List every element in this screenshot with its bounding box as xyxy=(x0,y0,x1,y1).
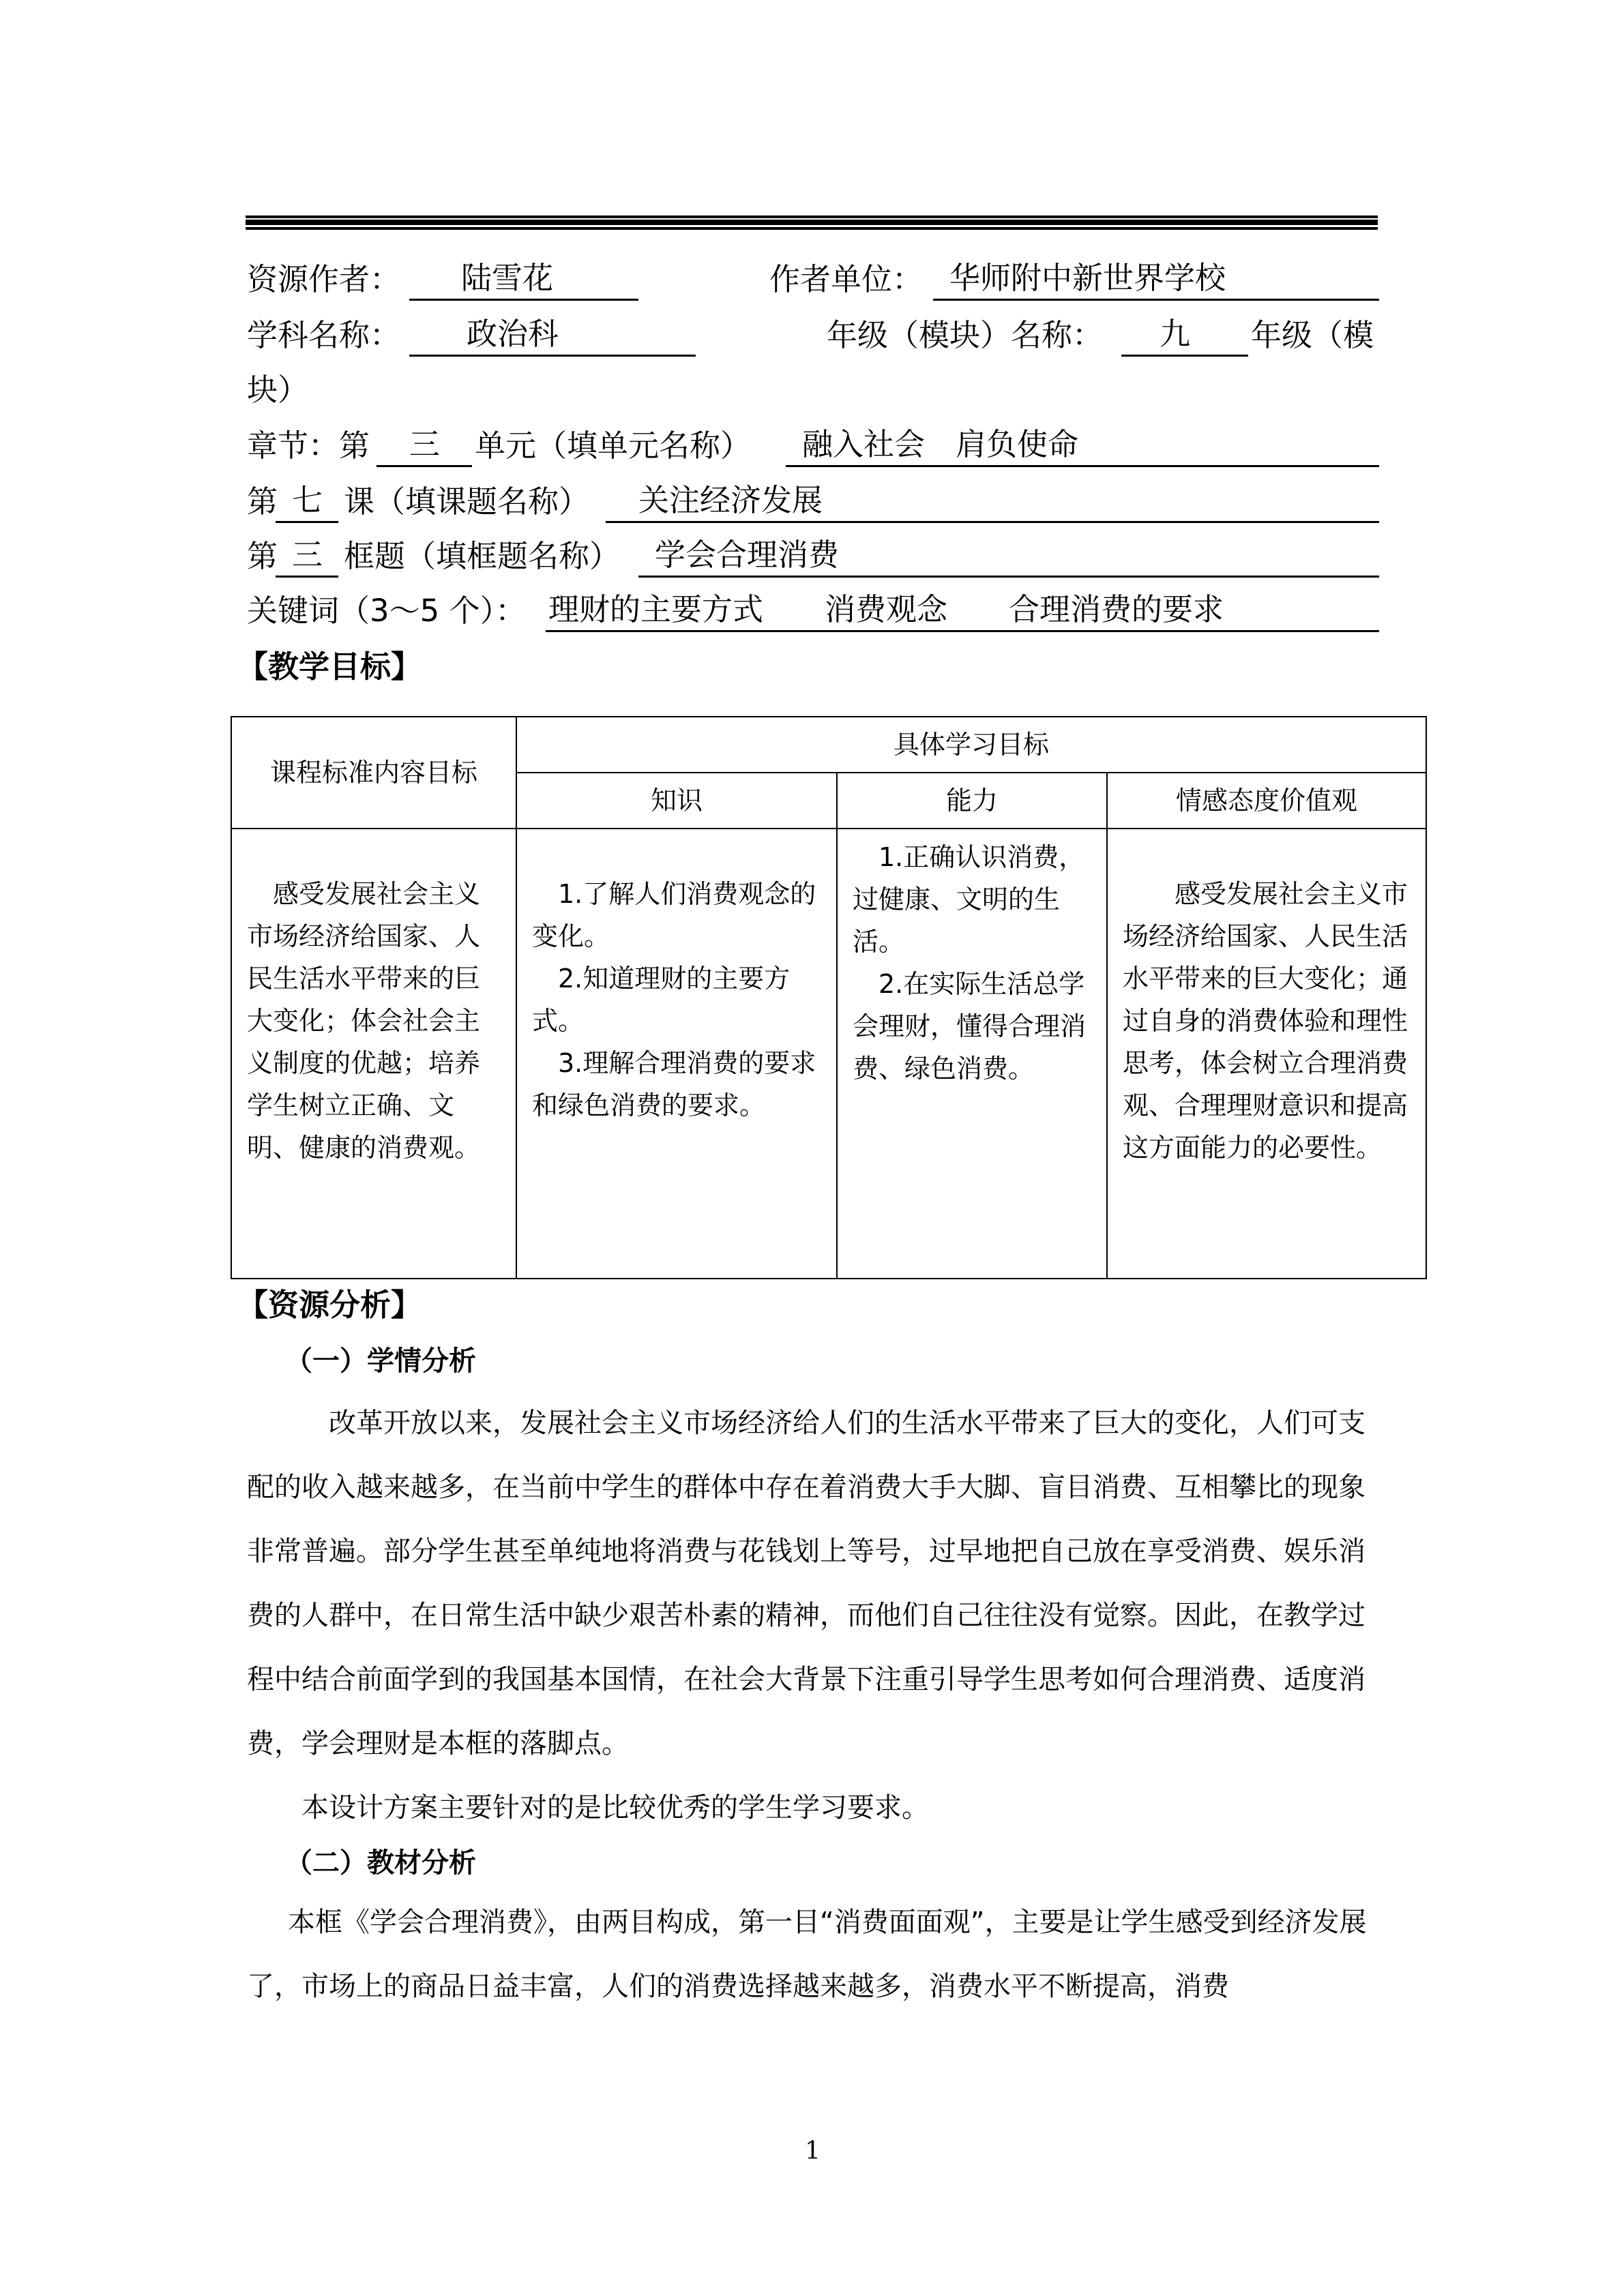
grade-value: 九 xyxy=(1160,316,1191,352)
frame-num: 三 xyxy=(292,537,323,573)
standard-cell xyxy=(231,829,516,1279)
chapter-mid: 单元（填单元名称） xyxy=(475,428,752,464)
teaching-goals-title: 【教学目标】 xyxy=(237,648,422,685)
resource-analysis-title: 【资源分析】 xyxy=(237,1287,422,1323)
teaching-goals-table xyxy=(231,716,1427,1279)
frame-name: 学会合理消费 xyxy=(655,537,840,573)
chapter-num: 三 xyxy=(409,426,441,462)
textbook-analysis-body xyxy=(247,1890,1372,2018)
header-emotion: 情感态度价值观 xyxy=(1107,773,1426,829)
unit-value: 华师附中新世界学校 xyxy=(949,260,1226,296)
header-rule-top xyxy=(246,215,1378,218)
header-specific: 具体学习目标 xyxy=(516,717,1426,773)
frame-prefix: 第 xyxy=(247,538,278,574)
textbook-paragraph-1: 本框《学会合理消费》，由两目构成，第一目“消费面面观”，主要是让学生感受到经济发展了，市场上的商品日益丰富，人们的消费选择越来越多，消费水平不断提高，消费 xyxy=(247,1907,1367,2002)
page-number: 1 xyxy=(805,2137,821,2165)
header-knowledge: 知识 xyxy=(516,773,837,829)
header-rule-bottom xyxy=(246,227,1378,230)
frame-mid: 框题（填框题名称） xyxy=(344,538,621,574)
learning-paragraph-1: 改革开放以来，发展社会主义市场经济给人们的生活水平带来了巨大的变化，人们可支配的收入越来越多，在当前中学生的群体中存在着消费大手大脚、盲目消费、互相攀比的现象非常普遍。部分学生甚至单纯地将消费与花钱划上等号，过早地把自己放在享受消费、娱乐消费的人群中，在日常生活中缺少艰苦朴素的精神，而他们自己往往没有觉察。因此，在教学过程中结合前面学到的我国基本国情，在社会大背景下注重引导学生思考如何合理消费、适度消费，学会理财是本框的落脚点。 xyxy=(247,1407,1365,1759)
knowledge-item: 1.了解人们消费观念的变化。 xyxy=(532,879,816,951)
knowledge-item: 2.知道理财的主要方式。 xyxy=(532,964,791,1036)
emotion-cell xyxy=(1107,829,1426,1279)
author-label: 资源作者： xyxy=(247,261,401,297)
learning-analysis-title: （一）学情分析 xyxy=(285,1345,476,1377)
emotion-text: 感受发展社会主义市场经济给国家、人民生活水平带来的巨大变化；通过自身的消费体验和理性思考，体会树立合理消费观、合理理财意识和提高这方面能力的必要性。 xyxy=(1123,879,1408,1163)
grade-label: 年级（模块）名称： xyxy=(827,317,1104,353)
header-ability: 能力 xyxy=(837,773,1107,829)
standard-text: 感受发展社会主义市场经济给国家、人民生活水平带来的巨大变化；体会社会主义制度的优越；培养学生树立正确、文明、健康的消费观。 xyxy=(247,879,481,1163)
unit-label: 作者单位： xyxy=(769,261,924,297)
chapter-name: 融入社会 肩负使命 xyxy=(802,426,1079,462)
ability-item: 1.正确认识消费，过健康、文明的生活。 xyxy=(853,842,1085,957)
grade-suffix-wrap: 块） xyxy=(247,372,309,408)
subject-value: 政治科 xyxy=(467,316,559,352)
author-value: 陆雪花 xyxy=(461,260,554,296)
keywords-value: 理财的主要方式 消费观念 合理消费的要求 xyxy=(548,591,1224,627)
lesson-name: 关注经济发展 xyxy=(638,482,823,518)
header-rule-middle xyxy=(246,220,1378,225)
ability-item: 2.在实际生活总学会理财，懂得合理消费、绿色消费。 xyxy=(853,969,1087,1084)
lesson-mid: 课（填课题名称） xyxy=(344,483,590,520)
knowledge-item: 3.理解合理消费的要求和绿色消费的要求。 xyxy=(532,1048,816,1120)
textbook-analysis-title: （二）教材分析 xyxy=(285,1847,476,1879)
lesson-prefix: 第 xyxy=(247,483,278,520)
learning-paragraph-2: 本设计方案主要针对的是比较优秀的学生学习要求。 xyxy=(274,1792,929,1823)
knowledge-cell xyxy=(516,829,837,1279)
lesson-num: 七 xyxy=(292,482,323,518)
ability-cell xyxy=(837,829,1107,1279)
learning-analysis-body xyxy=(247,1391,1372,1840)
grade-suffix: 年级（模 xyxy=(1251,317,1374,353)
keywords-label: 关键词（3～5 个）： xyxy=(247,593,527,629)
subject-label: 学科名称： xyxy=(247,317,401,353)
chapter-prefix: 章节：第 xyxy=(247,428,370,464)
header-standard: 课程标准内容目标 xyxy=(231,717,516,829)
